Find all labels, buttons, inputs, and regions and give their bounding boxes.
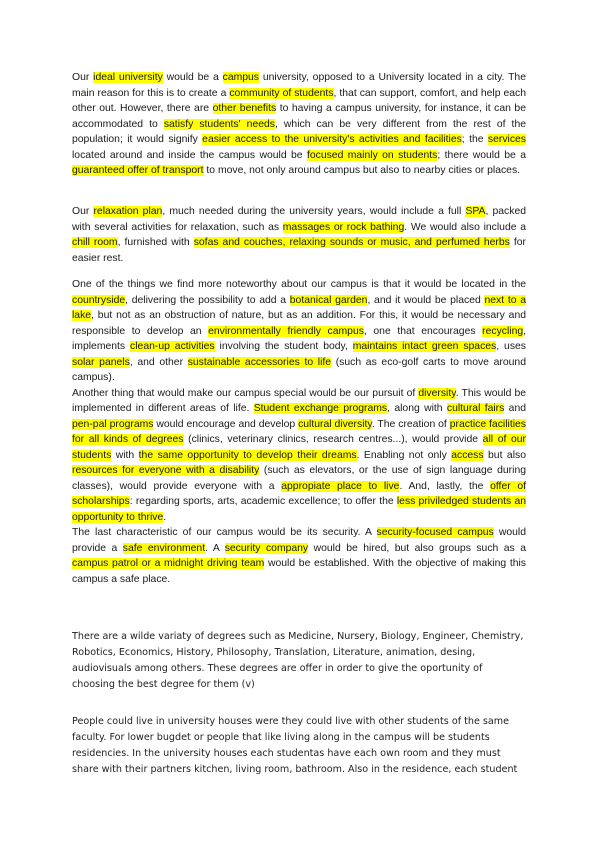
text-run: , delivering the possibility to add a: [125, 294, 290, 306]
highlighted-phrase: appropiate place to live: [281, 480, 400, 492]
highlighted-phrase: cultural diversity: [298, 418, 372, 430]
highlighted-phrase: pen-pal programs: [72, 418, 154, 430]
text-run: , one that encourages: [363, 325, 483, 337]
text-run: The last characteristic of our campus would be its security. A: [72, 527, 377, 538]
text-run: . This would be implemented in different areas of life.: [72, 387, 526, 414]
text-run: would be hired, but also groups such as a: [308, 542, 526, 554]
highlighted-phrase: campus patrol or a midnight driving team: [72, 558, 265, 569]
text-run: (such as eco-golf carts to move around campus).: [72, 356, 526, 383]
highlighted-phrase: maintains intact green spaces: [352, 341, 497, 352]
text-run: , packed with several activities for relaxation, such as: [72, 206, 526, 233]
highlighted-phrase: access: [451, 449, 484, 461]
text-run: Our: [72, 72, 94, 83]
highlighted-phrase: safe environment: [122, 542, 206, 554]
highlighted-phrase: massages or rock bathing: [282, 221, 405, 233]
highlighted-phrase: services: [487, 134, 526, 145]
highlighted-phrase: guaranteed offer of transport: [72, 165, 204, 176]
highlighted-phrase: focused mainly on students: [306, 149, 438, 161]
highlighted-phrase: satisfy students' needs: [163, 118, 275, 130]
text-run: involving the student body,: [214, 341, 353, 352]
text-run: (such as elevators, or the use of sign language during classes), would provide everyone with a: [72, 465, 527, 492]
text-run: but also: [483, 449, 526, 461]
highlighted-phrase: security-focused campus: [376, 527, 494, 538]
text-run: . And, lastly, the: [399, 480, 491, 492]
text-run: with: [111, 449, 139, 461]
highlighted-phrase: ideal university: [93, 72, 163, 83]
highlighted-phrase: botanical garden: [289, 294, 368, 306]
highlighted-phrase: less priviledged students an opportunity to thrive: [72, 496, 527, 523]
highlighted-phrase: easier access to the university's activities and facilities: [202, 134, 462, 145]
text-run: would be established. With the objective of making this campus a safe place.: [72, 558, 526, 585]
paragraph-housing: [72, 714, 526, 778]
highlighted-phrase: offer of scholarships: [72, 480, 527, 507]
highlighted-phrase: SPA: [465, 206, 486, 217]
text-run: . The creation of: [371, 418, 450, 430]
text-run: to having a campus university, for instance, it can be accommodated to: [72, 103, 526, 130]
text-run: People could live in university houses were they could live with other students of the same faculty. For lower bugdet or people that like living along in the campus will be students residencies. In the university houses each studentas have each own room and they must share with their partners kitchen, living room, bathroom. Also in the residence, each student: [72, 716, 518, 776]
highlighted-phrase: environmentally friendly campus: [208, 325, 364, 337]
text-run: . A: [205, 542, 225, 554]
text-run: to move, not only around campus but also to nearby cities or places.: [203, 165, 521, 176]
highlighted-phrase: diversity: [418, 387, 456, 399]
text-run: located around and inside the campus would be: [72, 149, 307, 161]
highlighted-phrase: security company: [224, 542, 309, 554]
text-run: , along with: [387, 403, 447, 414]
highlighted-phrase: sustainable accessories to life: [187, 356, 332, 368]
text-run: , furnished with: [117, 237, 194, 248]
highlighted-phrase: chill room: [72, 237, 118, 248]
text-run: (clinics, veterinary clinics, research centres...), would provide: [183, 434, 483, 445]
highlighted-phrase: recycling: [482, 325, 524, 337]
highlighted-phrase: clean-up activities: [130, 341, 215, 352]
text-run: , and it would be placed: [367, 294, 485, 306]
text-run: , but not as an obstruction of nature, but as an addition. For this, it would be necessary and responsible to develop an: [72, 310, 526, 337]
text-run: : regarding sports, arts, academic excellence; to offer the: [129, 496, 397, 507]
highlighted-phrase: resources for everyone with a disability: [72, 465, 260, 476]
text-run: , much needed during the university years, would include a full: [162, 206, 466, 217]
text-run: for easier rest.: [72, 237, 526, 264]
text-run: ; the: [461, 134, 488, 145]
highlighted-phrase: all of our students: [72, 434, 527, 461]
text-run: . Enabling not only: [356, 449, 452, 461]
text-run: Our: [72, 206, 94, 217]
highlighted-phrase: next to a lake: [72, 294, 526, 321]
text-run: university, opposed to a University located in a city. The main reason for this is to create a: [72, 72, 526, 99]
text-run: would encourage and develop: [153, 418, 299, 430]
text-run: , that can support, comfort, and help each other out. However, there are: [72, 87, 527, 114]
text-run: , implements: [72, 325, 527, 352]
highlighted-phrase: countryside: [72, 294, 126, 306]
text-run: .: [163, 511, 167, 523]
highlighted-phrase: cultural fairs: [446, 403, 505, 414]
paragraph-campus-features: [72, 277, 526, 587]
text-run: . We would also include a: [404, 221, 526, 233]
text-run: and: [504, 403, 527, 414]
text-run: ; there would be a: [437, 149, 526, 161]
highlighted-phrase: practice facilities for all kinds of degrees: [72, 418, 526, 445]
paragraph-degrees: [72, 629, 526, 693]
highlighted-phrase: the same opportunity to develop their dreams: [138, 449, 357, 461]
highlighted-phrase: other benefits: [212, 103, 277, 114]
text-run: One of the things we find more noteworthy about our campus is that it would be located in the: [72, 279, 526, 290]
paragraph-ideal-university: [72, 70, 526, 179]
text-run: Another thing that would make our campus special would be our pursuit of: [72, 387, 419, 399]
text-run: , which can be very different from the rest of the population; it would signify: [72, 118, 526, 145]
highlighted-phrase: sofas and couches, relaxing sounds or music, and perfumed herbs: [193, 237, 510, 248]
highlighted-phrase: campus: [222, 72, 260, 83]
text-run: would be a: [162, 72, 223, 83]
highlighted-phrase: relaxation plan: [93, 206, 163, 217]
text-run: , uses: [496, 341, 527, 352]
text-run: There are a wilde variaty of degrees such as Medicine, Nursery, Biology, Engineer, Chemistry, Robotics, Economics, History, Philosophy, Translation, Literature, animation, desing, audiovisuals among others. These degrees are offer in order to give the oportunity of choosing the best degree for them (v): [72, 631, 524, 691]
highlighted-phrase: Student exchange programs: [253, 403, 388, 414]
highlighted-phrase: solar panels: [72, 356, 130, 368]
paragraph-relaxation-plan: [72, 204, 526, 266]
text-run: would provide a: [72, 527, 526, 554]
text-run: , and other: [129, 356, 188, 368]
highlighted-phrase: community of students: [229, 87, 334, 99]
